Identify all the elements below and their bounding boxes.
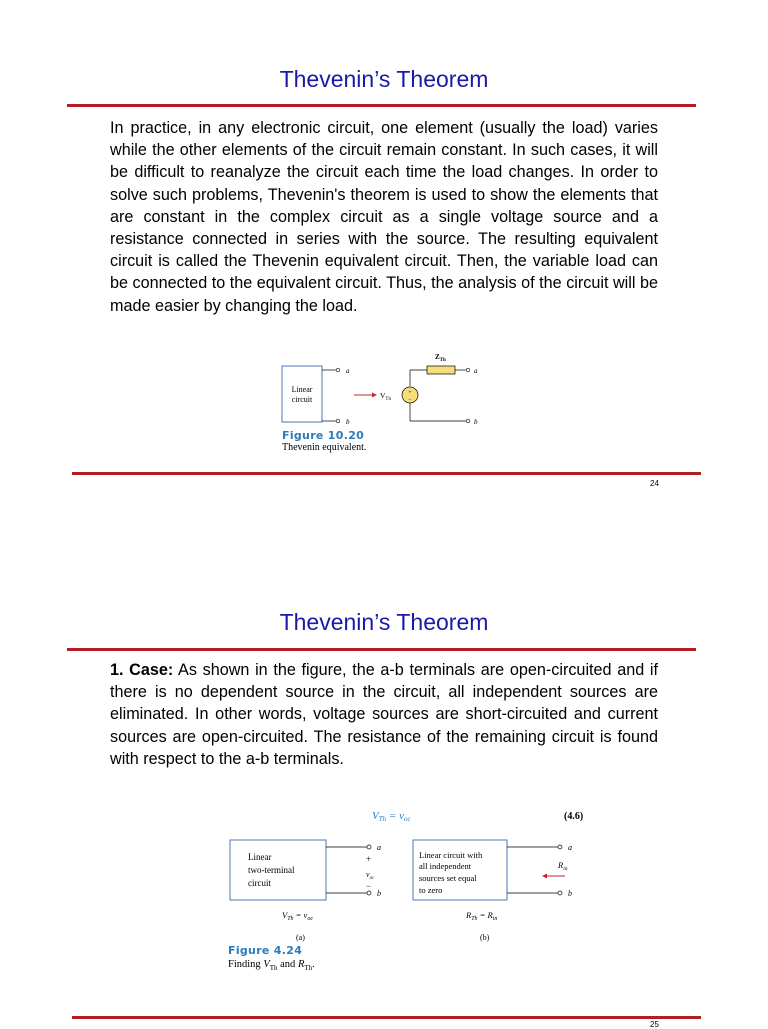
slide-title: Thevenin’s Theorem	[279, 66, 489, 92]
box-label-line2: circuit	[291, 395, 313, 404]
svg-text:ZTh: $Z_{Th}$	[435, 353, 446, 363]
left-equation: $V_{Th} = v_{oc}$	[282, 910, 313, 922]
terminal-a-right-label: a	[474, 367, 478, 375]
footer-divider	[72, 472, 701, 475]
svg-text:VTh: $V_{Th}$	[380, 391, 391, 402]
body-paragraph	[110, 659, 658, 770]
footer-divider	[72, 1016, 701, 1019]
svg-text:two-terminal: two-terminal	[248, 865, 295, 875]
figure-label: Figure 10.20	[282, 429, 365, 442]
slide-25	[0, 512, 768, 1029]
thevenin-equivalent-figure	[270, 345, 500, 430]
impedance-zth	[427, 366, 455, 374]
svg-text:b: b	[377, 889, 381, 898]
sub-b-label: (b)	[480, 933, 490, 942]
svg-text:circuit: circuit	[248, 878, 271, 888]
svg-text:+: +	[366, 854, 372, 864]
title-divider	[67, 104, 696, 107]
svg-text:Linear: Linear	[248, 852, 272, 862]
svg-text:−: −	[366, 881, 372, 891]
equation-vth: VTh = voc	[372, 810, 411, 823]
terminal-b-right	[466, 419, 470, 423]
svg-text:+: +	[408, 390, 412, 396]
linear-circuit-box	[282, 366, 322, 422]
figure-caption: Finding $V_{Th}$ and $R_{Th}$.	[228, 959, 315, 973]
slide-title: Thevenin’s Theorem	[279, 609, 489, 635]
case-label: 1. Case:	[110, 661, 174, 679]
terminal-b-right	[558, 891, 562, 895]
terminal-b-right-label: b	[474, 418, 478, 426]
svg-text:a: a	[568, 843, 572, 852]
svg-text:to zero: to zero	[419, 885, 443, 895]
svg-text:voc: $v_{oc}$	[366, 870, 375, 881]
svg-text:a: a	[377, 843, 381, 852]
svg-text:Linear circuit with: Linear circuit with	[419, 850, 483, 860]
body-paragraph: In practice, in any electronic circuit, one element (usually the load) varies while the other elements of the circuit remain constant. In such cases, it will be difficult to reanalyze the circuit each time the load changes. In order to solve such problems, Thevenin's theorem is used to show the elements that are constant in the complex circuit as a single voltage source and a resistance connected in series with the source. The resulting equivalent circuit is called the Thevenin equivalent circuit. Then, the variable load can be connected to the equivalent circuit. Thus, the analysis of the circuit will be made easier by changing the load.	[110, 119, 658, 315]
equation-number: (4.6)	[564, 811, 584, 822]
box-label-line1: Linear	[291, 385, 313, 394]
terminal-a-left-label: a	[346, 367, 350, 375]
figure-label: Figure 4.24	[228, 944, 303, 957]
svg-text:sources set equal: sources set equal	[419, 873, 477, 883]
page-number: 24	[650, 479, 659, 488]
sub-a-label: (a)	[296, 933, 305, 942]
terminal-a-left	[336, 368, 340, 372]
terminal-a-left	[367, 845, 371, 849]
svg-text:−: −	[408, 397, 412, 403]
terminal-b-left	[367, 891, 371, 895]
svg-text:Rin: $R_{in}$	[558, 860, 568, 872]
figure-caption: Thevenin equivalent.	[282, 442, 367, 453]
title-divider	[67, 648, 696, 651]
terminal-a-right	[558, 845, 562, 849]
terminal-b-left-label: b	[346, 418, 350, 426]
case-text: As shown in the figure, the a-b terminals are open-circuited and if there is no dependent source in the circuit, all independent sources are eliminated. In other words, voltage sources are short-circuited and current sources are open-circuited. The resistance of the remaining circuit is found with respect to the a-b terminals.	[110, 661, 658, 768]
svg-text:b: b	[568, 889, 572, 898]
right-equation: $R_{Th} = R_{in}$	[466, 910, 498, 922]
terminal-b-left	[336, 419, 340, 423]
slide-24	[0, 0, 768, 512]
terminal-a-right	[466, 368, 470, 372]
page-number: 25	[650, 1020, 659, 1029]
svg-text:all independent: all independent	[419, 861, 472, 871]
